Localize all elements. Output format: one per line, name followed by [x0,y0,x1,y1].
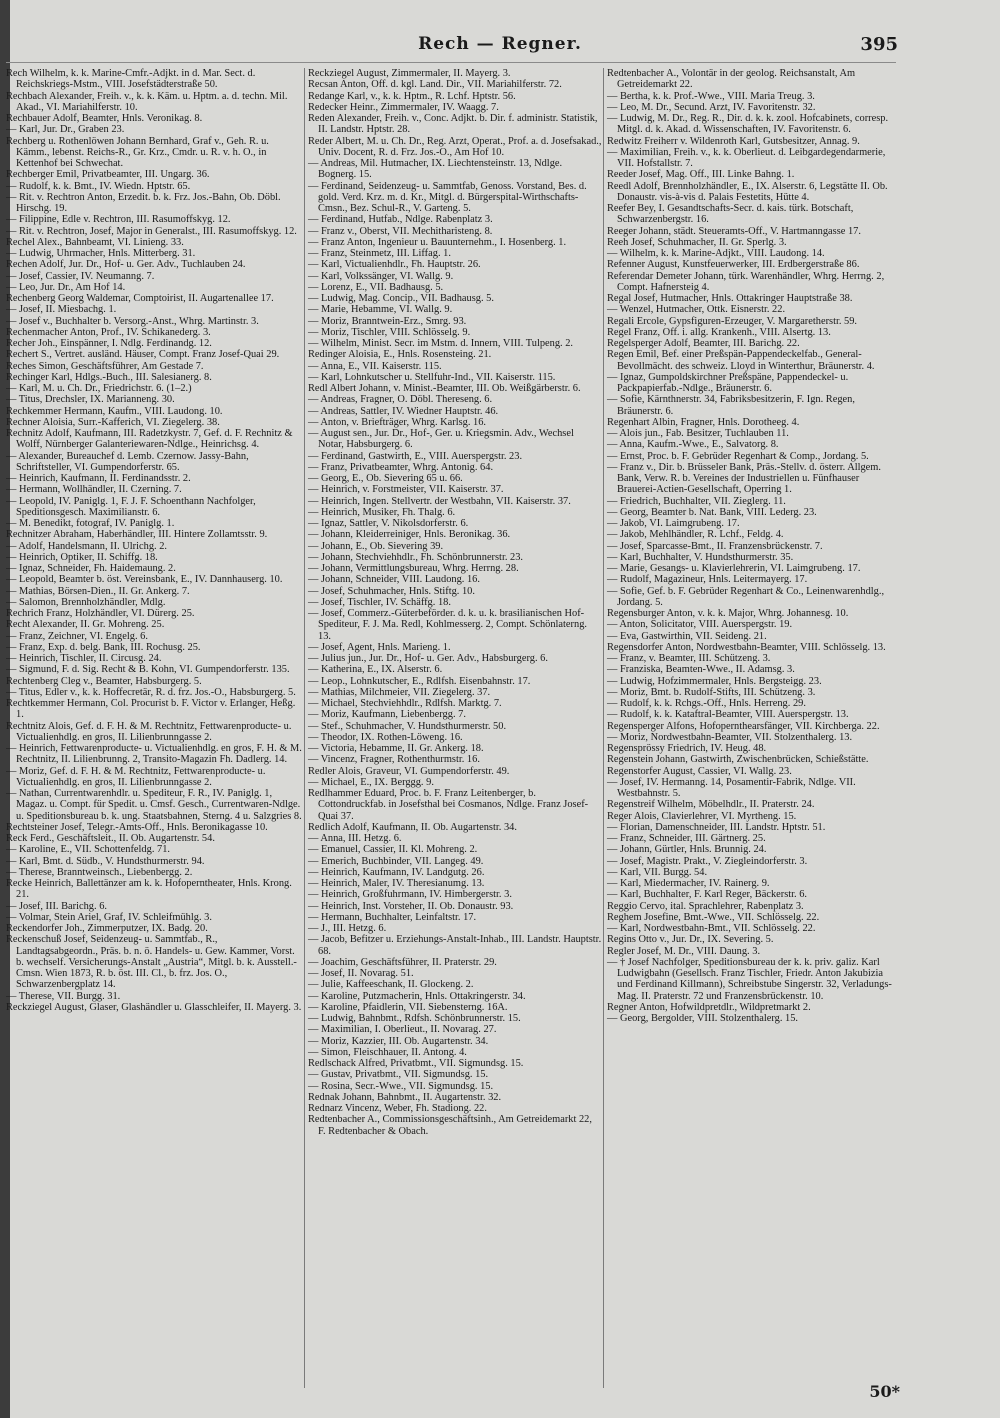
directory-entry: Regensburger Anton, v. k. k. Major, Whrg. Johannesg. 10. [607,608,849,619]
directory-entry: — Ignaz, Sattler, V. Nikolsdorferstr. 6. [308,518,469,529]
directory-entry: — Eva, Gastwirthin, VII. Seideng. 21. [607,630,767,642]
directory-entry: — Julius jun., Jur. Dr., Hof- u. Ger. Adv., Habsburgerg. 6. [308,653,548,664]
directory-entry: Reeh Josef, Schuhmacher, II. Gr. Sperlg. 3. [607,236,787,248]
directory-entry: — Karl, VII. Burgg. 54. [607,866,708,878]
header-rule [6,62,896,63]
directory-entry: Redlich Adolf, Kaufmann, II. Ob. Augartenstr. 34. [308,821,517,833]
directory-entry: — Johann, Vermittlungsbureau, Whrg. Herrng. 28. [308,563,519,574]
directory-entry: — Alois jun., Fab. Besitzer, Tuchlauben 11. [607,428,789,439]
directory-entry: — Hermann, Buchhalter, Leinfaltstr. 17. [308,911,477,923]
directory-entry: Rechtnitz Alois, Gef. d. F. H. & M. Rechtnitz, Fettwarenproducte- u. Victualienhdlg. en gros, II. Lilienbrunngasse 2. [6,720,292,743]
directory-entry: — Salomon, Brennholzhändler, Mdlg. [6,596,166,608]
directory-entry: — Heinrich, Optiker, II. Schiffg. 18. [6,551,158,563]
directory-entry: Rednak Johann, Bahnbmt., II. Augartenstr. 32. [308,1091,502,1103]
directory-entry: — Heinrich, Großfuhrmann, IV. Himbergerstr. 3. [308,889,512,901]
directory-entry: — Anton, v. Briefträger, Whrg. Karlsg. 16. [308,416,487,428]
directory-entry: — Gustav, Privatbmt., VII. Sigmundsg. 15. [308,1069,489,1081]
directory-entry: — Leopold, IV. Paniglg. 1, F. J. F. Schoenthann Nachfolger, Speditionsgesch. Maximilianstr. 6. [6,495,256,518]
directory-entry: Regenstein Johann, Gastwirth, Zwischenbrücken, Schießstätte. [607,754,869,766]
directory-entry: — Karl, Nordwestbahn-Bmt., VII. Schlösselg. 22. [607,923,816,934]
directory-entry: — Josef, Agent, Hnls. Marieng. 1. [308,641,451,653]
directory-entry: Reedl Adolf, Brennholzhändler, E., IX. Alserstr. 6, Legstätte II. Ob. Donaustr. vis-à-vis d. Palais Festetits, Hütte 4. [607,180,888,203]
directory-entry: Regins Otto v., Jur. Dr., IX. Severing. 5. [607,934,774,946]
directory-entry: — Katherina, E., IX. Alserstr. 6. [308,664,443,676]
directory-entry: — Sigmund, F. d. Sig. Recht & B. Kohn, VI. Gumpendorferstr. 135. [6,664,290,676]
directory-entry: Redlschack Alfred, Privatbmt., VII. Sigmundsg. 15. [308,1058,524,1069]
directory-entry: — M. Benedikt, fotograf, IV. Paniglg. 1. [6,518,175,529]
directory-entry: — Marie, Hebamme, VI. Wallg. 9. [308,304,453,316]
directory-entry: — Moriz, Tischler, VIII. Schlösselg. 9. [308,326,471,338]
directory-entry: Reck Ferd., Geschäftsleit., II. Ob. Augartenstr. 54. [6,833,215,844]
directory-entry: — Emanuel, Cassier, II. Kl. Mohreng. 2. [308,844,478,856]
directory-entry: Redlhammer Eduard, Proc. b. F. Franz Leitenberger, b. Cottondruckfab. in Josefsthal bei Cosmanos, Ndlge. Franz Josef-Quai 37. [308,788,589,822]
directory-entry: — Johann, Kleiderreiniger, Hnls. Beronikag. 36. [308,529,511,541]
directory-entry: — Heinrich, Kaufmann, IV. Landgutg. 26. [308,866,485,878]
directory-entry: — Michael, Stechviehhdlr., Rdlfsh. Marktg. 7. [308,698,502,709]
directory-entry: — Moriz, Nordwestbahn-Beamter, VII. Stolzenthalerg. 13. [607,731,853,743]
directory-entry: — Josef v., Buchhalter b. Versorg.-Anst., Whrg. Martinstr. 3. [6,315,259,327]
directory-entry: — Anna, E., VII. Kaiserstr. 115. [308,360,442,372]
directory-entry: — Rit. v. Rechtron Anton, Erzedit. b. k. Frz. Jos.-Bahn, Ob. Döbl. Hirschg. 19. [6,191,281,214]
directory-entry: Regali Ercole, Gypsfiguren-Erzeuger, V. Margaretherstr. 59. [607,315,858,327]
directory-entry: — Josef, Magistr. Prakt., V. Ziegleindorferstr. 3. [607,855,808,867]
directory-entry: — Josef, Sparcasse-Bmt., II. Franzensbrückenstr. 7. [607,540,823,552]
directory-entry: Redler Alois, Graveur, VI. Gumpendorferstr. 49. [308,765,510,777]
directory-entry: — Marie, Gesangs- u. Klavierlehrerin, VI. Laimgrubeng. 17. [607,563,861,574]
directory-entry: — Karoline, Putzmacherin, Hnls. Ottakringerstr. 34. [308,990,526,1002]
directory-entry: — Anna, Kaufm.-Wwe., E., Salvatorg. 8. [607,439,779,451]
directory-entry: Rech Wilhelm, k. k. Marine-Cmfr.-Adjkt. in d. Mar. Sect. d. Reichskriegs-Mstm., VIII. Josefstädterstraße 50. [6,68,256,91]
directory-entry: — Michael, E., IX. Berggg. 9. [308,776,434,788]
directory-entry: — Karl, Bmt. d. Südb., V. Hundsthurmerstr. 94. [6,855,205,867]
directory-entry: — Volmar, Stein Ariel, Graf, IV. Schleifmühlg. 3. [6,911,212,923]
directory-entry: — Rit. v. Rechtron, Josef, Major in Generalst., III. Rasumoffskyg. 12. [6,225,297,237]
directory-entry: — Franz, Steinmetz, III. Liffag. 1. [308,248,451,259]
directory-entry: — Ignaz, Gumpoldskirchner Preßspäne, Pappendeckel- u. Packpapierfab.-Ndlge., Bräunerstr. 6. [607,371,849,394]
directory-entry: — Ludwig, Hofzimmermaler, Hnls. Bergsteigg. 23. [607,675,822,687]
directory-entry: — Leo, Jur. Dr., Am Hof 14. [6,281,126,293]
directory-entry: Rechrich Franz, Holzhändler, VI. Dürerg. 25. [6,608,195,619]
directory-entry: — Johann, E., Ob. Sievering 39. [308,540,444,552]
directory-entry: Rechert S., Vertret. ausländ. Häuser, Compt. Franz Josef-Quai 29. [6,349,280,361]
directory-entry: Rechinger Karl, Hdlgs.-Buch., III. Salesianerg. 8. [6,371,212,383]
directory-entry: Refenner August, Kunstfeuerwerker, III. Erdbergerstraße 86. [607,259,860,271]
directory-entry: Reckziegel August, Zimmermaler, II. Mayerg. 3. [308,68,511,79]
directory-entry: — † Josef Nachfolger, Speditionsbureau der k. k. priv. galiz. Karl Ludwigbahn (Gesellsch. Franz Tischler, Friedr. Anton Jakubizia und Ferdinand Killmann), Schreibstube Singerstr. 32, Verladungs-Mag. II. Praterstr. 72 und Franzensbrückenstr. 10. [607,956,892,1002]
directory-entry: Regenstreif Wilhelm, Möbelhdlr., II. Praterstr. 24. [607,799,815,811]
directory-entry: Recsan Anton, Off. d. kgl. Land. Dir., VII. Mariahilferstr. 72. [308,79,562,91]
directory-entry: — Georg, E., Ob. Sievering 65 u. 66. [308,473,463,484]
directory-entry: — Moriz, Branntwein-Erz., Smrg. 93. [308,315,467,327]
directory-entry: Rechner Aloisia, Surr.-Kafferich, VI. Ziegelerg. 38. [6,416,220,428]
directory-entry: — Josef, Tischler, IV. Schäffg. 18. [308,596,451,608]
directory-entry: — Karl, Jur. Dr., Graben 23. [6,124,125,136]
directory-entry: — Mathias, Börsen-Dien., II. Gr. Ankerg. 7. [6,585,190,597]
directory-entry: Rechen Adolf, Jur. Dr., Hof- u. Ger. Adv., Tuchlauben 24. [6,259,246,271]
directory-entry: — Georg, Bergolder, VIII. Stolzenthalerg. 15. [607,1013,799,1024]
directory-entry: Rechel Alex., Bahnbeamt, VI. Linieng. 33. [6,236,184,248]
directory-entry: — Stef., Schuhmacher, V. Hundsthurmerstr. 50. [308,720,507,732]
directory-entry: — Rudolf, k. k. Kataftral-Beamter, VIII. Auerspergstr. 13. [607,709,849,721]
directory-entry: — Emerich, Buchbinder, VII. Langeg. 49. [308,855,484,867]
directory-entry: — Moriz, Kaufmann, Liebenbergg. 7. [308,709,466,721]
directory-entry: Regner Anton, Hofwildpretdlr., Wildpretmarkt 2. [607,1001,811,1013]
directory-entry: — Karoline, E., VII. Schottenfeldg. 71. [6,844,171,856]
directory-entry: Redl Albert Johann, v. Minist.-Beamter, III. Ob. Weißgärberstr. 6. [308,383,581,394]
directory-entry: — Josef, Commerz.-Güterbeförder. d. k. u. k. brasilianischen Hof-Spediteur, F. J. Ma. Redl, Kohlmesserg. 2, Compt. Schönlaterng. 13. [308,608,587,642]
directory-entry: — Franz, v. Beamter, III. Schützeng. 3. [607,653,771,664]
directory-entry: — Jakob, VI. Laimgrubeng. 17. [607,518,740,529]
directory-entry: — August sen., Jur. Dr., Hof-, Ger. u. Kriegsmin. Adv., Wechsel Notar, Habsburgerg. 6. [308,428,574,451]
directory-entry: Regensdorfer Anton, Nordwestbahn-Beamter, VIII. Schlösselg. 13. [607,641,886,653]
directory-entry: — Alexander, Bureauchef d. Lemb. Czernow. Jassy-Bahn, Schriftsteller, VI. Gumpendorferstr. 65. [6,450,249,473]
directory-columns [6,68,996,1388]
directory-entry: Rechtkemmer Hermann, Col. Procurist b. F. Victor v. Erlanger, Heßg. 1. [6,698,296,721]
directory-entry: — Karl, Buchhalter, V. Hundsthurmerstr. 35. [607,551,794,563]
directory-entry: — Franz Anton, Ingenieur u. Bauunternehm., I. Hosenberg. 1. [308,236,567,248]
directory-entry: — Ludwig, Mag. Concip., VII. Badhausg. 5. [308,293,494,304]
directory-entry: — Franz v., Dir. b. Brüsseler Bank, Präs.-Stellv. d. österr. Allgem. Bank, Verw. R. b. Vereines der Industriellen u. Fünfhauser Brauerei-Actien-Gesellschaft, Operring 1. [607,461,881,496]
directory-entry: Reder Albert, M. u. Ch. Dr., Reg. Arzt, Operat., Prof. a. d. Josefsakad., Univ. Docent, R. d. Frz. Jos.-O., Am Hof 10. [308,135,602,158]
directory-entry: — Sofie, Kärnthnerstr. 34, Fabriksbesitzerin, F. Ign. Regen, Bräunerstr. 6. [607,394,855,417]
directory-entry: Redwitz Freiherr v. Wildenroth Karl, Gutsbesitzer, Annag. 9. [607,135,860,147]
directory-entry: — Andreas, Mil. Hutmacher, IX. Liechtensteinstr. 13, Ndlge. Bognerg. 15. [308,158,563,181]
directory-entry: — Karl, Victualienhdlr., Fh. Hauptstr. 26. [308,259,481,271]
directory-entry: Redange Karl, v., k. k. Hptm., R. Lchf. Hptstr. 56. [308,90,516,102]
directory-entry: — Ferdinand, Gastwirth, E., VIII. Auerspergstr. 23. [308,450,523,462]
directory-entry: Regenstorfer August, Cassier, VI. Wallg. 23. [607,765,792,777]
directory-entry: Reeger Johann, städt. Steueramts-Off., V. Hartmanngasse 17. [607,225,861,237]
directory-entry: — Wenzel, Hutmacher, Ottk. Eisnerstr. 22. [607,304,786,316]
directory-entry: Referendar Demeter Johann, türk. Warenhändler, Whrg. Herrng. 2, Compt. Hafnersteig 4. [607,270,885,293]
page-number: 395 [860,34,898,55]
directory-entry: Redecker Heinr., Zimmermaler, IV. Waagg. 7. [308,101,499,113]
directory-entry: — Victoria, Hebamme, II. Gr. Ankerg. 18. [308,743,484,754]
directory-entry: — Moriz, Bmt. b. Rudolf-Stifts, III. Schützeng. 3. [607,686,816,698]
directory-entry: — Franz v., Oberst, VII. Mechitharisteng. 8. [308,225,493,237]
directory-entry: — Karoline, Pfaidlerin, VII. Siebensterng. 16A. [308,1001,508,1013]
directory-entry: — Anna, III. Hetzg. 6. [308,833,402,844]
directory-entry: Reefer Bey, I. Gesandtschafts-Secr. d. kais. türk. Botschaft, Schwarzenbergstr. 16. [607,203,854,226]
directory-entry: — Franz, Exp. d. belg. Bank, III. Rochusg. 25. [6,641,201,653]
directory-entry: Rechkemmer Hermann, Kaufm., VIII. Laudong. 10. [6,405,223,417]
directory-entry: Rechnitzer Abraham, Haberhändler, III. Hintere Zollamtsstr. 9. [6,529,268,541]
directory-entry: Reeder Josef, Mag. Off., III. Linke Bahng. 1. [607,169,795,181]
directory-entry: — Ludwig, M. Dr., Reg. R., Dir. d. k. k. zool. Hofcabinets, corresp. Mitgl. d. k. Akad. d. Wissenschaften, IV. Favoritenstr. 6. [607,113,889,136]
directory-entry: — Lorenz, E., VII. Badhausg. 5. [308,281,444,293]
directory-entry: — Ernst, Proc. b. F. Gebrüder Regenhart & Comp., Jordang. 5. [607,450,869,462]
directory-entry: — Heinrich, Tischler, II. Circusg. 24. [6,653,162,664]
directory-entry: — Adolf, Handelsmann, II. Ulrichg. 2. [6,540,168,552]
directory-entry: — Andreas, Fragner, O. Döbl. Thereseng. 6. [308,394,493,406]
directory-entry: Rechenberg Georg Waldemar, Comptoirist, II. Augartenallee 17. [6,293,274,304]
directory-entry: — Heinrich, Ingen. Stellvertr. der Westbahn, VII. Kaiserstr. 37. [308,495,571,507]
directory-entry: — Vincenz, Fragner, Rothenthurmstr. 16. [308,754,480,766]
directory-entry: — Theodor, IX. Rothen-Löweng. 16. [308,731,463,743]
directory-entry: — Sofie, Gef. b. F. Gebrüder Regenhart & Co., Leinenwarenhdlg., Jordang. 5. [607,585,885,608]
directory-entry: Rechtsteiner Josef, Telegr.-Amts-Off., Hnls. Beronikagasse 10. [6,821,268,833]
column-right [603,68,903,1388]
directory-entry: Rechbauer Adolf, Beamter, Hnls. Veronikag. 8. [6,113,203,124]
directory-entry: — Leop., Lohnkutscher, E., Rdlfsh. Eisenbahnstr. 17. [308,675,531,687]
directory-entry: Reches Simon, Geschäftsführer, Am Gestade 7. [6,360,204,372]
directory-entry: — Titus, Drechsler, IX. Marianneng. 30. [6,394,175,406]
directory-entry: — Julie, Kaffeeschank, II. Glockeng. 2. [308,979,474,991]
directory-entry: — Therese, VII. Burgg. 31. [6,990,121,1002]
directory-entry: Rechberger Emil, Privatbeamter, III. Ungarg. 36. [6,169,210,181]
directory-entry: Regel Franz, Off. i. allg. Krankenh., VIII. Alsertg. 13. [607,326,831,338]
column-left [6,68,304,1388]
directory-entry: — Leo, M. Dr., Secund. Arzt, IV. Favoritenstr. 32. [607,101,816,113]
directory-entry: — Josef, III. Barichg. 6. [6,900,107,912]
directory-entry: — Rosina, Secr.-Wwe., VII. Sigmundsg. 15. [308,1080,494,1092]
directory-entry: — Florian, Damenschneider, III. Landstr. Hptstr. 51. [607,821,826,833]
directory-entry: — Rudolf, k. k. Bmt., IV. Wiedn. Hptstr. 65. [6,180,191,192]
directory-entry: — Heinrich, Inst. Vorsteher, II. Ob. Donaustr. 93. [308,900,514,912]
directory-entry: — J., III. Hetzg. 6. [308,923,387,934]
directory-entry: Regler Josef, M. Dr., VIII. Daung. 3. [607,945,761,957]
directory-entry: — Franz, Zeichner, VI. Engelg. 6. [6,630,148,642]
directory-entry: Rechberg u. Rothenlöwen Johann Bernhard, Graf v., Geh. R. u. Kämm., lebenst. Reichs-R., Gr. Krz., Cmdr. u. R. v. h. O., in Kettenhof bei Schwechat. [6,135,269,169]
directory-entry: Reger Alois, Clavierlehrer, VI. Myrtheng. 15. [607,810,797,822]
directory-entry: — Heinrich, v. Forstmeister, VII. Kaiserstr. 37. [308,484,504,496]
directory-entry: — Ferdinand, Seidenzeug- u. Sammtfab, Genoss. Vorstand, Bes. d. gold. Verd. Krz. m. d. Kr., Mitgl. d. Bürgerspital-Wirthschafts-Cmsn., Bez. Schul-R., V. Garteng. 5. [308,180,587,214]
directory-entry: Recke Heinrich, Ballettänzer am k. k. Hofoperntheater, Hnls. Krong. 21. [6,878,292,901]
directory-entry: — Andreas, Sattler, IV. Wiedner Hauptstr. 46. [308,405,499,417]
directory-entry: Recher Joh., Einspänner, I. Ndlg. Ferdinandg. 12. [6,338,212,349]
directory-entry: Regelsperger Adolf, Beamter, III. Barichg. 22. [607,338,800,349]
page-header [0,34,1000,58]
directory-entry: — Jacob, Befitzer u. Erziehungs-Anstalt-Inhab., III. Landstr. Hauptstr. 68. [308,934,602,957]
directory-entry: — Ludwig, Uhrmacher, Hnls. Mitterberg. 31. [6,248,196,259]
directory-entry: — Anton, Solicitator, VIII. Auerspergstr. 19. [607,619,793,631]
directory-entry: — Maximilian, Freih. v., k. k. Oberlieut. d. Leibgardegendarmerie, VII. Hofstallstr. 7. [607,146,886,169]
directory-entry: — Mathias, Milchmeier, VII. Ziegelerg. 37. [308,686,491,698]
directory-entry: — Karl, M. u. Ch. Dr., Friedrichstr. 6. (1–2.) [6,383,192,394]
directory-entry: — Johann, Schneider, VIII. Laudong. 16. [308,574,480,586]
directory-entry: Reckendorfer Joh., Zimmerputzer, IX. Badg. 20. [6,923,208,934]
directory-entry: — Karl, Buchhalter, F. Karl Reger, Bäckerstr. 6. [607,889,808,901]
directory-entry: — Joachim, Geschäftsführer, II. Praterstr. 29. [308,956,497,968]
directory-entry: Rechbach Alexander, Freih. v., k. k. Käm. u. Hptm. a. d. techn. Mil. Akad., VI. Mariahilferstr. 10. [6,90,288,113]
directory-entry: Regal Josef, Hutmacher, Hnls. Ottakringer Hauptstraße 38. [607,293,853,304]
directory-entry: Redtenbacher A., Volontär in der geolog. Reichsanstalt, Am Getreidemarkt 22. [607,68,856,91]
directory-entry: — Maximilian, I. Oberlieut., II. Novarag. 27. [308,1024,497,1036]
directory-entry: — Moriz, Kazzier, III. Ob. Augartenstr. 34. [308,1035,489,1047]
directory-entry: — Rudolf, k. k. Rchgs.-Off., Hnls. Herreng. 29. [607,698,806,709]
directory-entry: — Heinrich, Maler, IV. Theresianumg. 13. [308,878,485,889]
directory-entry: Regensperger Alfons, Hofopernthearsfänger, VII. Kirchberga. 22. [607,720,880,732]
directory-entry: Rechenmacher Anton, Prof., IV. Schikanederg. 3. [6,326,211,338]
directory-entry: — Therese, Branntweinsch., Liebenbergg. 2. [6,866,193,878]
directory-entry: — Karl, Lohnkutscher u. Stellfuhr-Ind., VII. Kaiserstr. 115. [308,371,556,383]
directory-entry: — Johann, Stechviehhdlr., Fh. Schönbrunnerstr. 23. [308,551,524,563]
directory-entry: — Karl, Volkssänger, VI. Wallg. 9. [308,270,454,282]
directory-entry: — Heinrich, Fettwarenproducte- u. Victualienhdlg. en gros, F. H. & M. Rechtnitz, II. Lilienbrunng. 2, Transito-Magazin Fh. Dadlerg. 14. [6,743,302,766]
directory-entry: Recht Alexander, II. Gr. Mohreng. 25. [6,619,165,631]
directory-entry: Regen Emil, Bef. einer Preßspän-Pappendeckelfab., General-Bevollmächt. des schweiz. Lloyd in Winterthur, Bräunerstr. 4. [607,349,875,372]
directory-entry: — Rudolf, Magazineur, Hnls. Leitermayerg. 17. [607,574,808,586]
signature-mark: 50* [869,1382,900,1401]
directory-entry: — Titus, Edler v., k. k. Hoffecretär, R. d. frz. Jos.-O., Habsburgerg. 5. [6,686,296,698]
directory-entry: — Josef, IV. Hermanng. 14, Posamentir-Fabrik, Ndlge. VII. Westbahnstr. 5. [607,776,856,799]
directory-entry: — Jakob, Mehlhändler, R. Lchf., Feldg. 4. [607,529,784,541]
directory-entry: — Karl, Miedermacher, IV. Rainerg. 9. [607,878,770,889]
directory-entry: — Ferdinand, Hutfab., Ndlge. Rabenplatz 3. [308,214,493,226]
directory-entry: — Hermann, Wollhändler, II. Czerning. 7. [6,484,182,496]
directory-entry: — Franz, Schneider, III. Gärtnerg. 25. [607,833,766,844]
directory-entry: Rednarz Vincenz, Weber, Fh. Stadiong. 22. [308,1103,487,1114]
directory-entry: — Ludwig, Bahnbmt., Rdfsh. Schönbrunnerstr. 15. [308,1013,521,1024]
directory-entry: — Josef, Cassier, IV. Neumanng. 7. [6,270,155,282]
directory-entry: Regenhart Albin, Fragner, Hnls. Dorotheeg. 4. [607,416,800,428]
directory-entry: — Josef, Schuhmacher, Hnls. Stiftg. 10. [308,585,475,597]
directory-entry: — Simon, Fleischhauer, II. Antong. 4. [308,1046,467,1058]
directory-entry: — Bertha, k. k. Prof.-Wwe., VIII. Maria Treug. 3. [607,90,815,102]
directory-entry: — Heinrich, Kaufmann, II. Ferdinandsstr. 2. [6,473,191,484]
directory-entry: — Leopold, Beamter b. öst. Vereinsbank, E., IV. Dannhauserg. 10. [6,574,283,586]
directory-entry: — Moriz, Gef. d. F. H. & M. Rechtnitz, Fettwarenproducte- u. Victualienhdlg. en gros, II. Lilienbrunngasse 2. [6,765,266,788]
directory-entry: — Wilhelm, k. k. Marine-Adjkt., VIII. Laudong. 14. [607,248,825,259]
directory-entry: Reghem Josefine, Bmt.-Wwe., VII. Schlösselg. 22. [607,911,820,923]
directory-entry: — Nathan, Currentwarenhdlr. u. Spediteur, F. R., IV. Paniglg. 1, Magaz. u. Compt. für Spedit. u. Cmsf. Gesch., Currentwaren-Ndlge. u. Speditionsbureau b. k. ung. Staatsbahnen, Sterng. 4 u. Salzgries 8. [6,788,302,822]
directory-entry: Redtenbacher A., Commissionsgeschäftsinh., Am Getreidemarkt 22, F. Redtenbacher & Obach. [308,1114,592,1137]
directory-entry: — Ignaz, Schneider, Fh. Haidemaung. 2. [6,563,176,574]
directory-entry: — Georg, Beamter b. Nat. Bank, VIII. Lederg. 23. [607,506,817,518]
directory-entry: — Friedrich, Buchhalter, VII. Zieglerg. 11. [607,495,786,507]
directory-entry: Reckziegel August, Glaser, Glashändler u. Glasschleifer, II. Mayerg. 3. [6,1001,302,1013]
directory-entry: — Josef, II. Miesbachg. 1. [6,304,117,316]
running-title: Rech — Regner. [418,34,582,54]
directory-entry: Rechtenberg Cleg v., Beamter, Habsburgerg. 5. [6,675,202,687]
directory-entry: Rechnitz Adolf, Kaufmann, III. Radetzkystr. 7, Gef. d. F. Rechnitz & Wolff, Nürnberger Galanteriewaren-Ndlge., Heinrichsg. 4. [6,428,293,451]
directory-entry: Reggio Cervo, ital. Sprachlehrer, Rabenplatz 3. [607,900,804,912]
directory-entry: — Filippine, Edle v. Rechtron, III. Rasumoffskyg. 12. [6,214,231,226]
directory-entry: — Franziska, Beamten-Wwe., II. Adamsg. 3. [607,664,795,676]
directory-entry: — Franz, Privatbeamter, Whrg. Antonig. 64. [308,461,494,473]
directory-entry: — Josef, II. Novarag. 51. [308,968,414,979]
directory-entry: — Wilhelm, Minist. Secr. im Mstm. d. Innern, VIII. Tulpeng. 2. [308,338,574,349]
directory-entry: Reden Alexander, Freih. v., Conc. Adjkt. b. Dir. f. administr. Statistik, II. Landstr. Hptstr. 28. [308,113,598,136]
directory-entry: — Heinrich, Musiker, Fh. Thalg. 6. [308,506,456,518]
directory-entry: Regensprössy Friedrich, IV. Heug. 48. [607,743,767,754]
column-middle [304,68,604,1388]
directory-entry: Redinger Aloisia, E., Hnls. Rosensteing. 21. [308,349,492,361]
directory-entry: — Johann, Gürtler, Hnls. Brunnig. 24. [607,844,767,856]
directory-entry: Reckenschuß Josef, Seidenzeug- u. Sammtfab., R., Landtagsabgeordn., Präs. b. n. ö. Handels- u. Gew. Kammer, Vorst. b. wechself. Versicherungs-Anstalt „Austria“, Mitgl. b. k. Ausstell.-Cmsn. Wien 1873, R. b. öst. III. Cl., b. frz. Jos. O., Schwarzenbergplatz 14. [6,934,297,991]
